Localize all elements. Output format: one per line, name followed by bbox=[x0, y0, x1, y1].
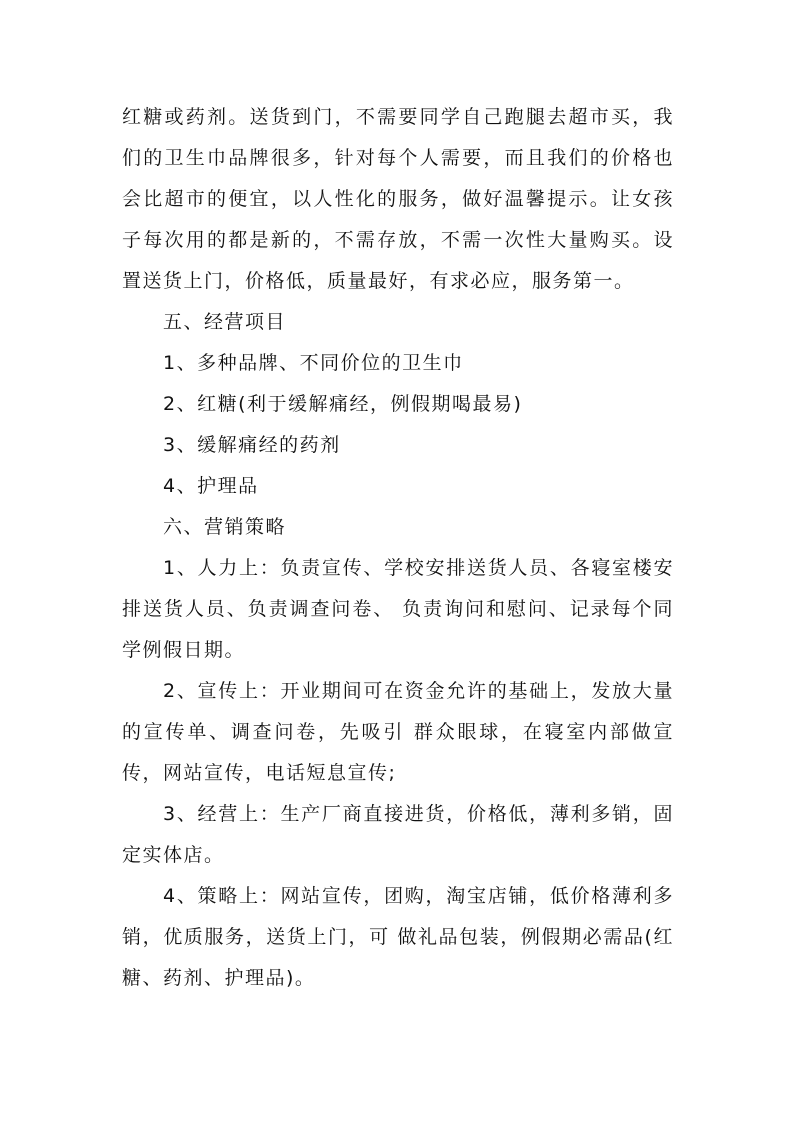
strategy-paragraph-operations: 3、经营上：生产厂商直接进货，价格低，薄利多销，固定实体店。 bbox=[122, 803, 674, 866]
strategy-paragraph-publicity: 2、宣传上：开业期间可在资金允许的基础上，发放大量的宣传单、调查问卷，先吸引 群众眼球，在寝室内部做宣传，网站宣传，电话短息宣传; bbox=[122, 680, 674, 784]
section-heading-business-items: 五、经营项目 bbox=[163, 311, 287, 333]
section-heading-marketing-strategy: 六、营销策略 bbox=[163, 516, 287, 538]
list-item-business-3: 3、缓解痛经的药剂 bbox=[163, 434, 341, 456]
paragraph-intro-continuation: 红糖或药剂。送货到门，不需要同学自己跑腿去超市买，我们的卫生巾品牌很多，针对每个人需要，而且我们的价格也会比超市的便宜，以人性化的服务，做好温馨提示。让女孩子每次用的都是新的，不需存放，不需一次性大量购买。设置送货上门，价格低，质量最好，有求必应，服务第一。 bbox=[122, 106, 674, 292]
strategy-paragraph-tactics: 4、策略上：网站宣传，团购，淘宝店铺，低价格薄利多销，优质服务，送货上门，可 做礼品包装，例假期必需品(红糖、药剂、护理品)。 bbox=[122, 885, 674, 989]
strategy-paragraph-manpower: 1、人力上：负责宣传、学校安排送货人员、各寝室楼安排送货人员、负责调查问卷、 负责询问和慰问、记录每个同学例假日期。 bbox=[122, 557, 674, 661]
list-item-business-1: 1、多种品牌、不同价位的卫生巾 bbox=[163, 352, 464, 374]
list-item-business-4: 4、护理品 bbox=[163, 475, 259, 497]
document-body bbox=[122, 97, 674, 999]
list-item-business-2: 2、红糖(利于缓解痛经，例假期喝最易) bbox=[163, 393, 523, 415]
